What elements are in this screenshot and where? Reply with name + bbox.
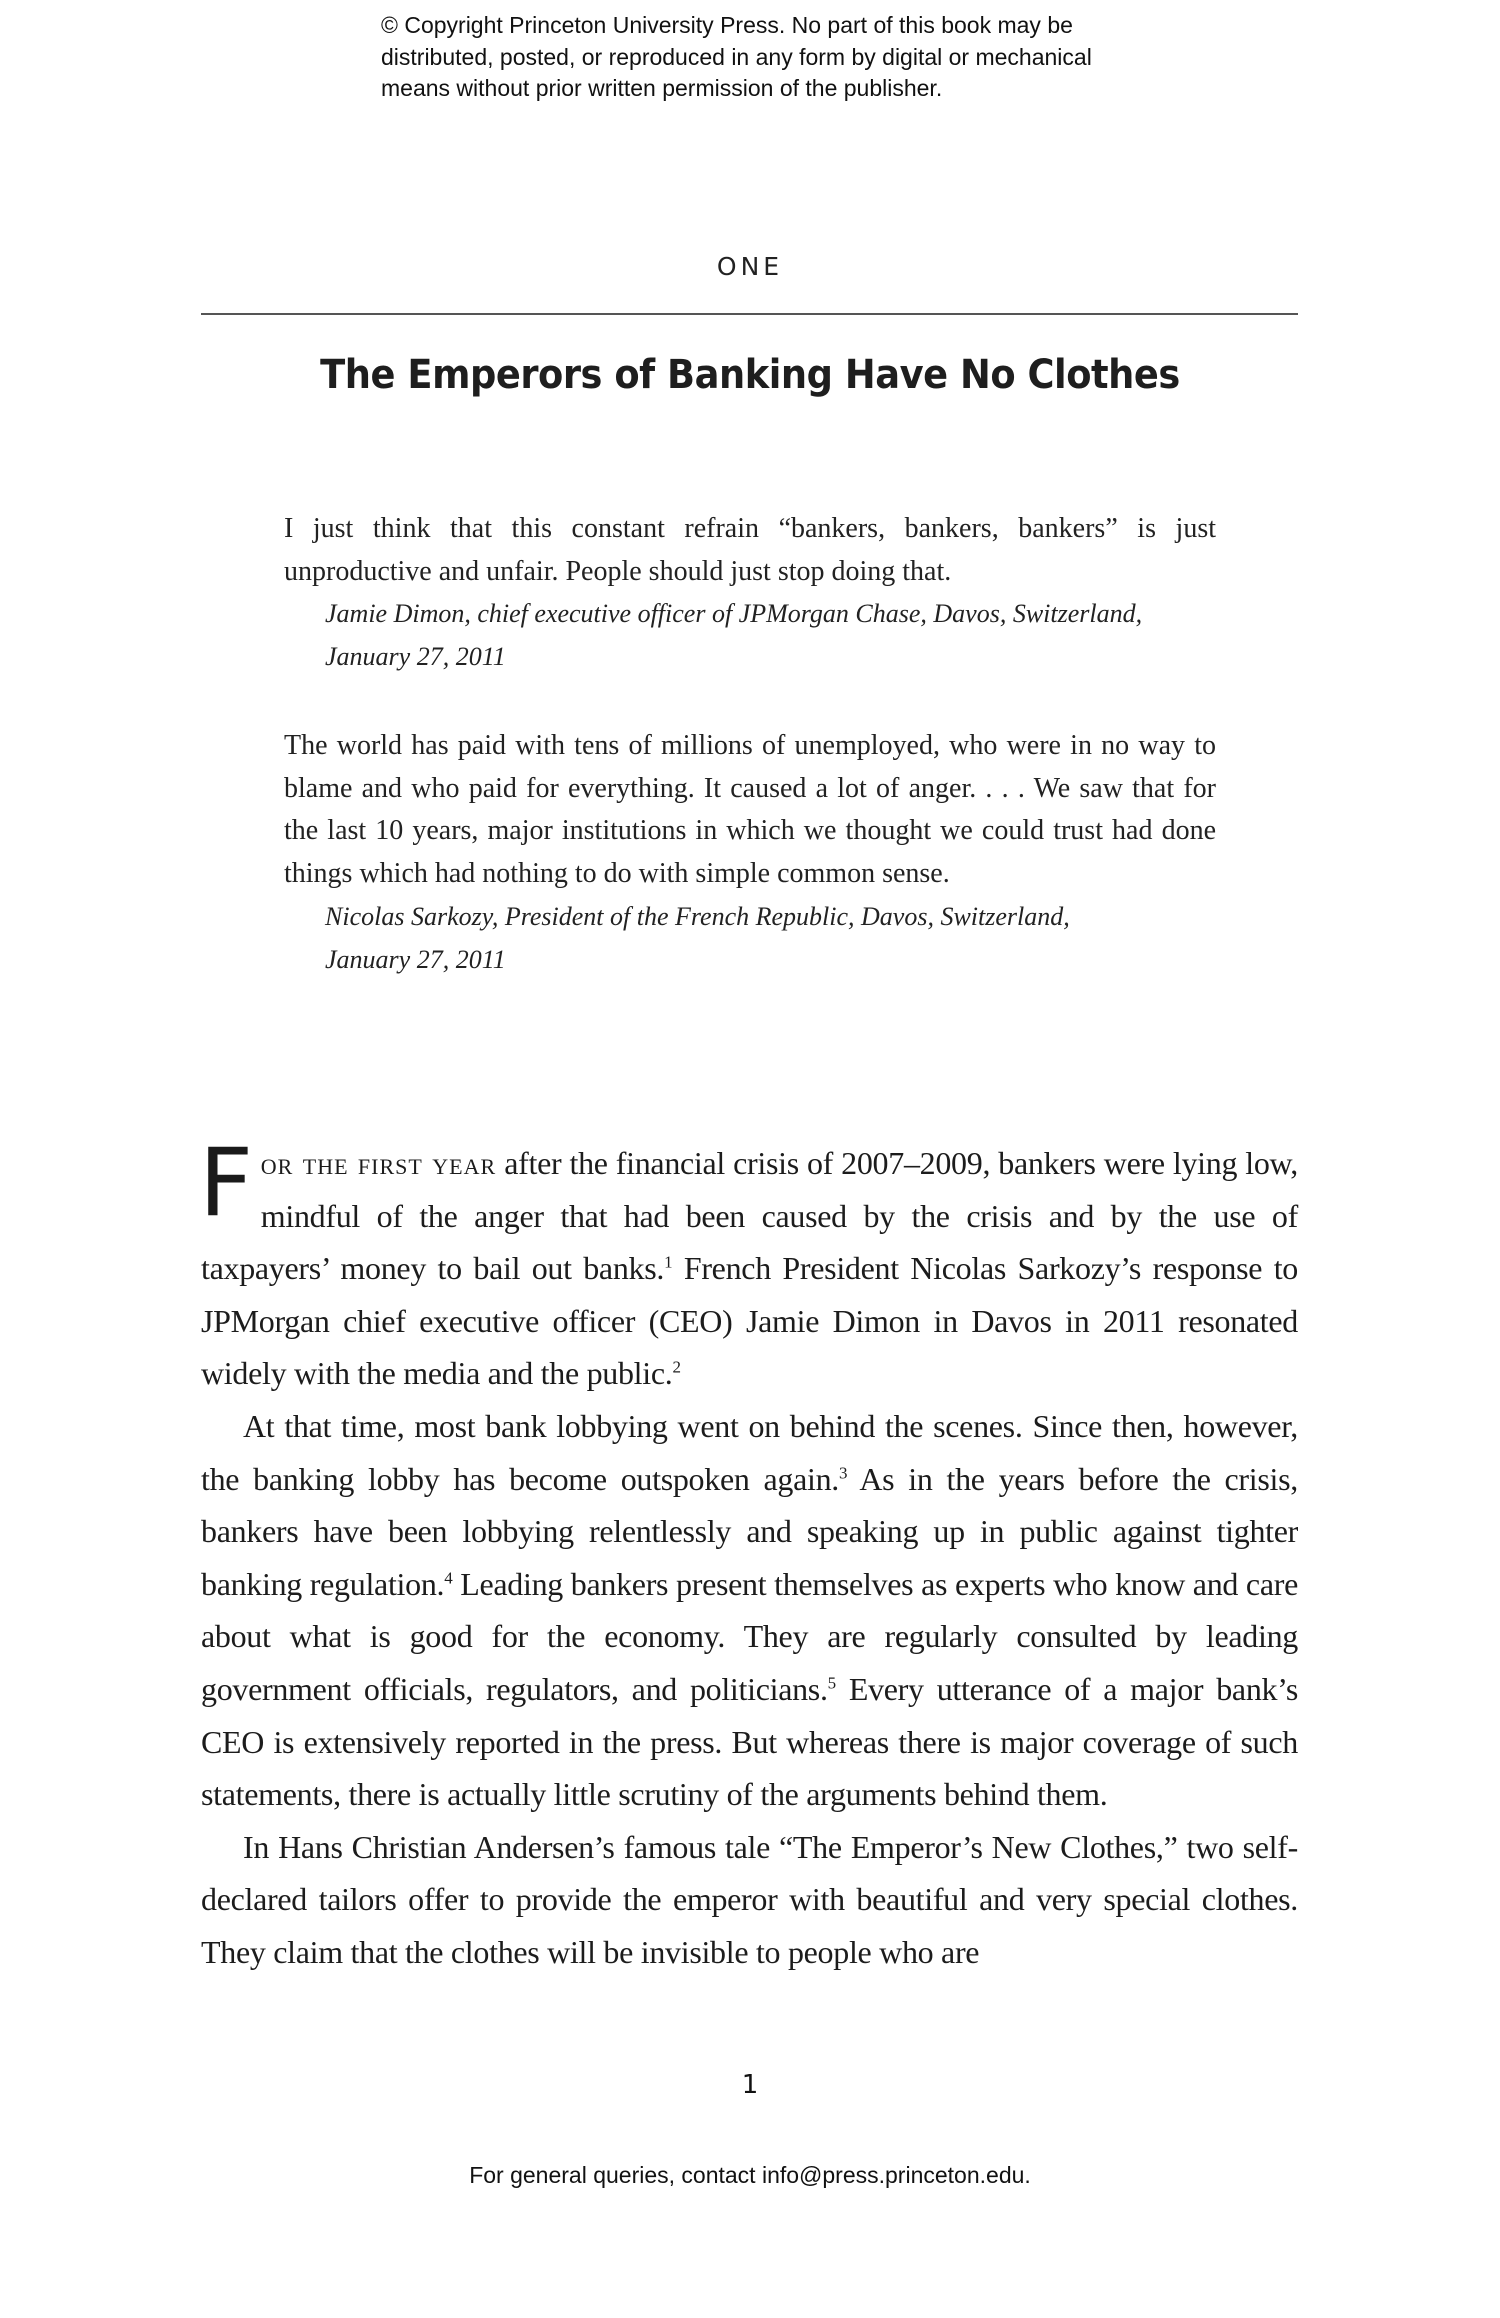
chapter-body [199,1129,1298,1979]
paragraph-text: As in the years before the crisis, bankers have been lobbying relentlessly and speaking up in public against tighter banking regulation. [201,1460,1298,1602]
paragraph-text: Every utterance of a major bank’s CEO is extensively reported in the press. But whereas there is major coverage of such statements, there is actually little scrutiny of the arguments behind them. [201,1670,1298,1813]
epigraph-quote: I just think that this constant refrain “bankers, bankers, bankers” is just unproductive and unfair. People should just stop doing that. [284,513,1216,587]
chapter-title: The Emperors of Banking Have No Clothes [320,352,1180,398]
copyright-notice [381,10,1221,105]
chapter-number: ONE [716,252,784,281]
paragraph-text: after the financial crisis of 2007–2009, bankers were lying low, mindful of the anger that had been caused by the crisis and by the use of taxpayers’ money to bail out banks. [201,1145,1298,1287]
footer-contact: For general queries, contact info@press.princeton.edu. [469,2162,1031,2188]
epigraph-quote: The world has paid with tens of millions of unemployed, who were in no way to blame and who paid for everything. It caused a lot of anger. . . . We saw that for the last 10 years, major institutions in which we thought we could trust had done things which had nothing to do with simple common sense. [284,730,1216,890]
epigraph-dimon [284,508,1216,679]
copyright-line: © Copyright Princeton University Press. No part of this book may be [381,12,1073,38]
epigraph-date: January 27, 2011 [325,642,506,672]
paragraph-3 [201,1821,1298,1979]
copyright-line: means without prior written permission of the publisher. [381,75,943,101]
footnote-ref-2[interactable]: 2 [672,1357,681,1377]
drop-cap: F [199,1129,253,1238]
lead-in-smallcaps: or the first year [260,1145,497,1181]
epigraph-sarkozy [284,725,1216,981]
paragraph-text: At that time, most bank lobbying went on behind the scenes. Since then, however, the banking lobby has become outspoken again. [201,1407,1298,1497]
footnote-ref-3[interactable]: 3 [838,1462,848,1482]
paragraph-text: In Hans Christian Andersen’s famous tale “The Emperor’s New Clothes,” two self-declared tailors offer to provide the emperor with beautiful and very special clothes. They claim that the clothes will be invisible to people who are [201,1828,1298,1970]
epigraph-attribution: Nicolas Sarkozy, President of the French Republic, Davos, Switzerland, [325,901,1070,931]
footnote-ref-5[interactable]: 5 [827,1673,836,1693]
footnote-ref-1[interactable]: 1 [664,1252,673,1272]
epigraph-attribution: Jamie Dimon, chief executive officer of JPMorgan Chase, Davos, Switzerland, [325,599,1143,629]
footnote-ref-4[interactable]: 4 [444,1568,453,1588]
paragraph-text: Leading bankers present themselves as experts who know and care about what is good for the economy. They are regularly consulted by leading government officials, regulators, and politicians. [201,1565,1298,1707]
page-number: 1 [741,2070,759,2100]
copyright-line: distributed, posted, or reproduced in any form by digital or mechanical [381,43,1092,70]
paragraph-1 [199,1129,1298,1400]
epigraph-date: January 27, 2011 [325,944,506,974]
chapter-divider [201,313,1298,315]
paragraph-text: French President Nicolas Sarkozy’s response to JPMorgan chief executive officer (CEO) Jamie Dimon in Davos in 2011 resonated widely with the media and the public. [201,1250,1298,1392]
paragraph-2 [201,1400,1298,1821]
